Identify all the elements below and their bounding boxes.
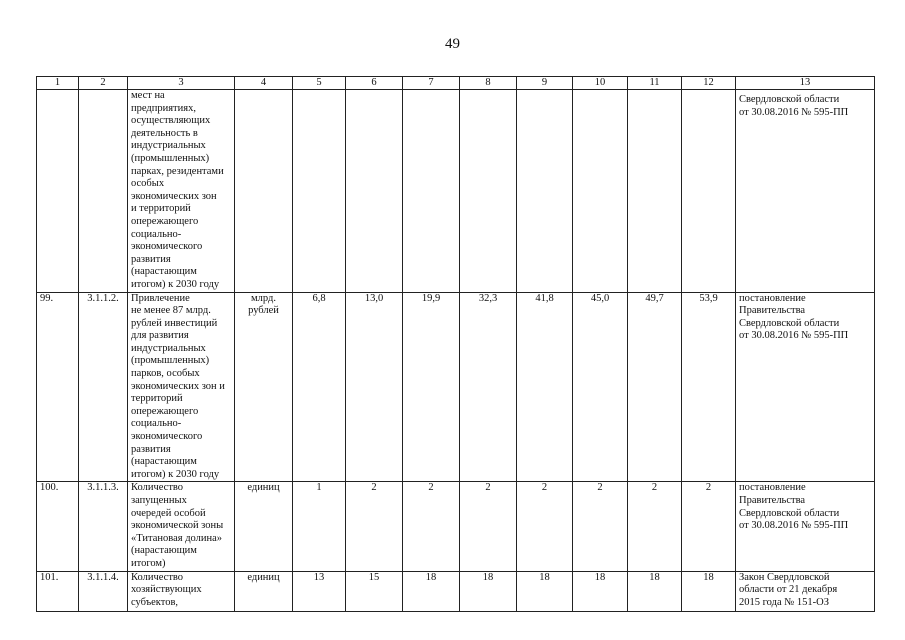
column-header: 10 — [573, 77, 628, 90]
value-cell — [628, 90, 682, 293]
unit: единиц — [235, 571, 293, 611]
value-cell — [517, 90, 573, 293]
column-header: 8 — [460, 77, 517, 90]
value-cell: 2 — [573, 482, 628, 571]
unit — [235, 90, 293, 293]
value-cell: 49,7 — [628, 292, 682, 482]
value-cell: 18 — [573, 571, 628, 611]
value-cell — [293, 90, 346, 293]
source-document: Закон Свердловской области от 21 декабря 2015 года № 151-ОЗ — [736, 571, 875, 611]
value-cell: 41,8 — [517, 292, 573, 482]
value-cell: 53,9 — [682, 292, 736, 482]
value-cell: 18 — [517, 571, 573, 611]
value-cell: 19,9 — [403, 292, 460, 482]
header-row — [37, 77, 875, 90]
table-row — [37, 90, 875, 293]
row-number: 101. — [37, 571, 79, 611]
indicator-table — [36, 76, 875, 612]
value-cell — [682, 90, 736, 293]
value-cell: 13,0 — [346, 292, 403, 482]
value-cell: 45,0 — [573, 292, 628, 482]
column-header: 1 — [37, 77, 79, 90]
unit: единиц — [235, 482, 293, 571]
column-header: 6 — [346, 77, 403, 90]
value-cell: 32,3 — [460, 292, 517, 482]
value-cell: 18 — [460, 571, 517, 611]
column-header: 3 — [128, 77, 235, 90]
source-document: постановление Правительства Свердловской области от 30.08.2016 № 595-ПП — [736, 482, 875, 571]
column-header: 4 — [235, 77, 293, 90]
indicator-code: 3.1.1.3. — [79, 482, 128, 571]
column-header: 7 — [403, 77, 460, 90]
value-cell: 18 — [682, 571, 736, 611]
value-cell — [573, 90, 628, 293]
value-cell: 2 — [682, 482, 736, 571]
column-header: 13 — [736, 77, 875, 90]
value-cell: 1 — [293, 482, 346, 571]
source-document: постановление Правительства Свердловской области от 30.08.2016 № 595-ПП — [736, 292, 875, 482]
column-header: 9 — [517, 77, 573, 90]
value-cell: 6,8 — [293, 292, 346, 482]
indicator-code — [79, 90, 128, 293]
indicator-name: мест на предприятиях, осуществляющих деятельность в индустриальных (промышленных) парках, резидентами особых экономических зон и территорий опережающего социально- экономического развития (нарастающим итогом) к 2030 году — [128, 90, 235, 293]
row-number: 100. — [37, 482, 79, 571]
row-number: 99. — [37, 292, 79, 482]
table-row — [37, 292, 875, 482]
value-cell: 2 — [460, 482, 517, 571]
value-cell: 18 — [628, 571, 682, 611]
row-number — [37, 90, 79, 293]
table-row — [37, 571, 875, 611]
indicator-name: Количество запущенных очередей особой экономической зоны «Титановая долина» (нарастающим итогом) — [128, 482, 235, 571]
indicator-name: Количество хозяйствующих субъектов, — [128, 571, 235, 611]
column-header: 11 — [628, 77, 682, 90]
indicator-code: 3.1.1.4. — [79, 571, 128, 611]
value-cell — [403, 90, 460, 293]
value-cell: 15 — [346, 571, 403, 611]
value-cell — [460, 90, 517, 293]
column-header: 12 — [682, 77, 736, 90]
value-cell — [346, 90, 403, 293]
indicator-name: Привлечение не менее 87 млрд. рублей инвестиций для развития индустриальных (промышленных) парков, особых экономических зон и территорий опережающего социально- экономического развития (нарастающим итогом) к 2030 году — [128, 292, 235, 482]
page-number: 49 — [445, 36, 460, 52]
table-row — [37, 482, 875, 571]
unit: млрд. рублей — [235, 292, 293, 482]
value-cell: 2 — [346, 482, 403, 571]
indicator-code: 3.1.1.2. — [79, 292, 128, 482]
column-header: 2 — [79, 77, 128, 90]
value-cell: 13 — [293, 571, 346, 611]
column-header: 5 — [293, 77, 346, 90]
value-cell: 18 — [403, 571, 460, 611]
value-cell: 2 — [517, 482, 573, 571]
source-document: Свердловской области от 30.08.2016 № 595-ПП — [736, 90, 875, 293]
value-cell: 2 — [403, 482, 460, 571]
value-cell: 2 — [628, 482, 682, 571]
